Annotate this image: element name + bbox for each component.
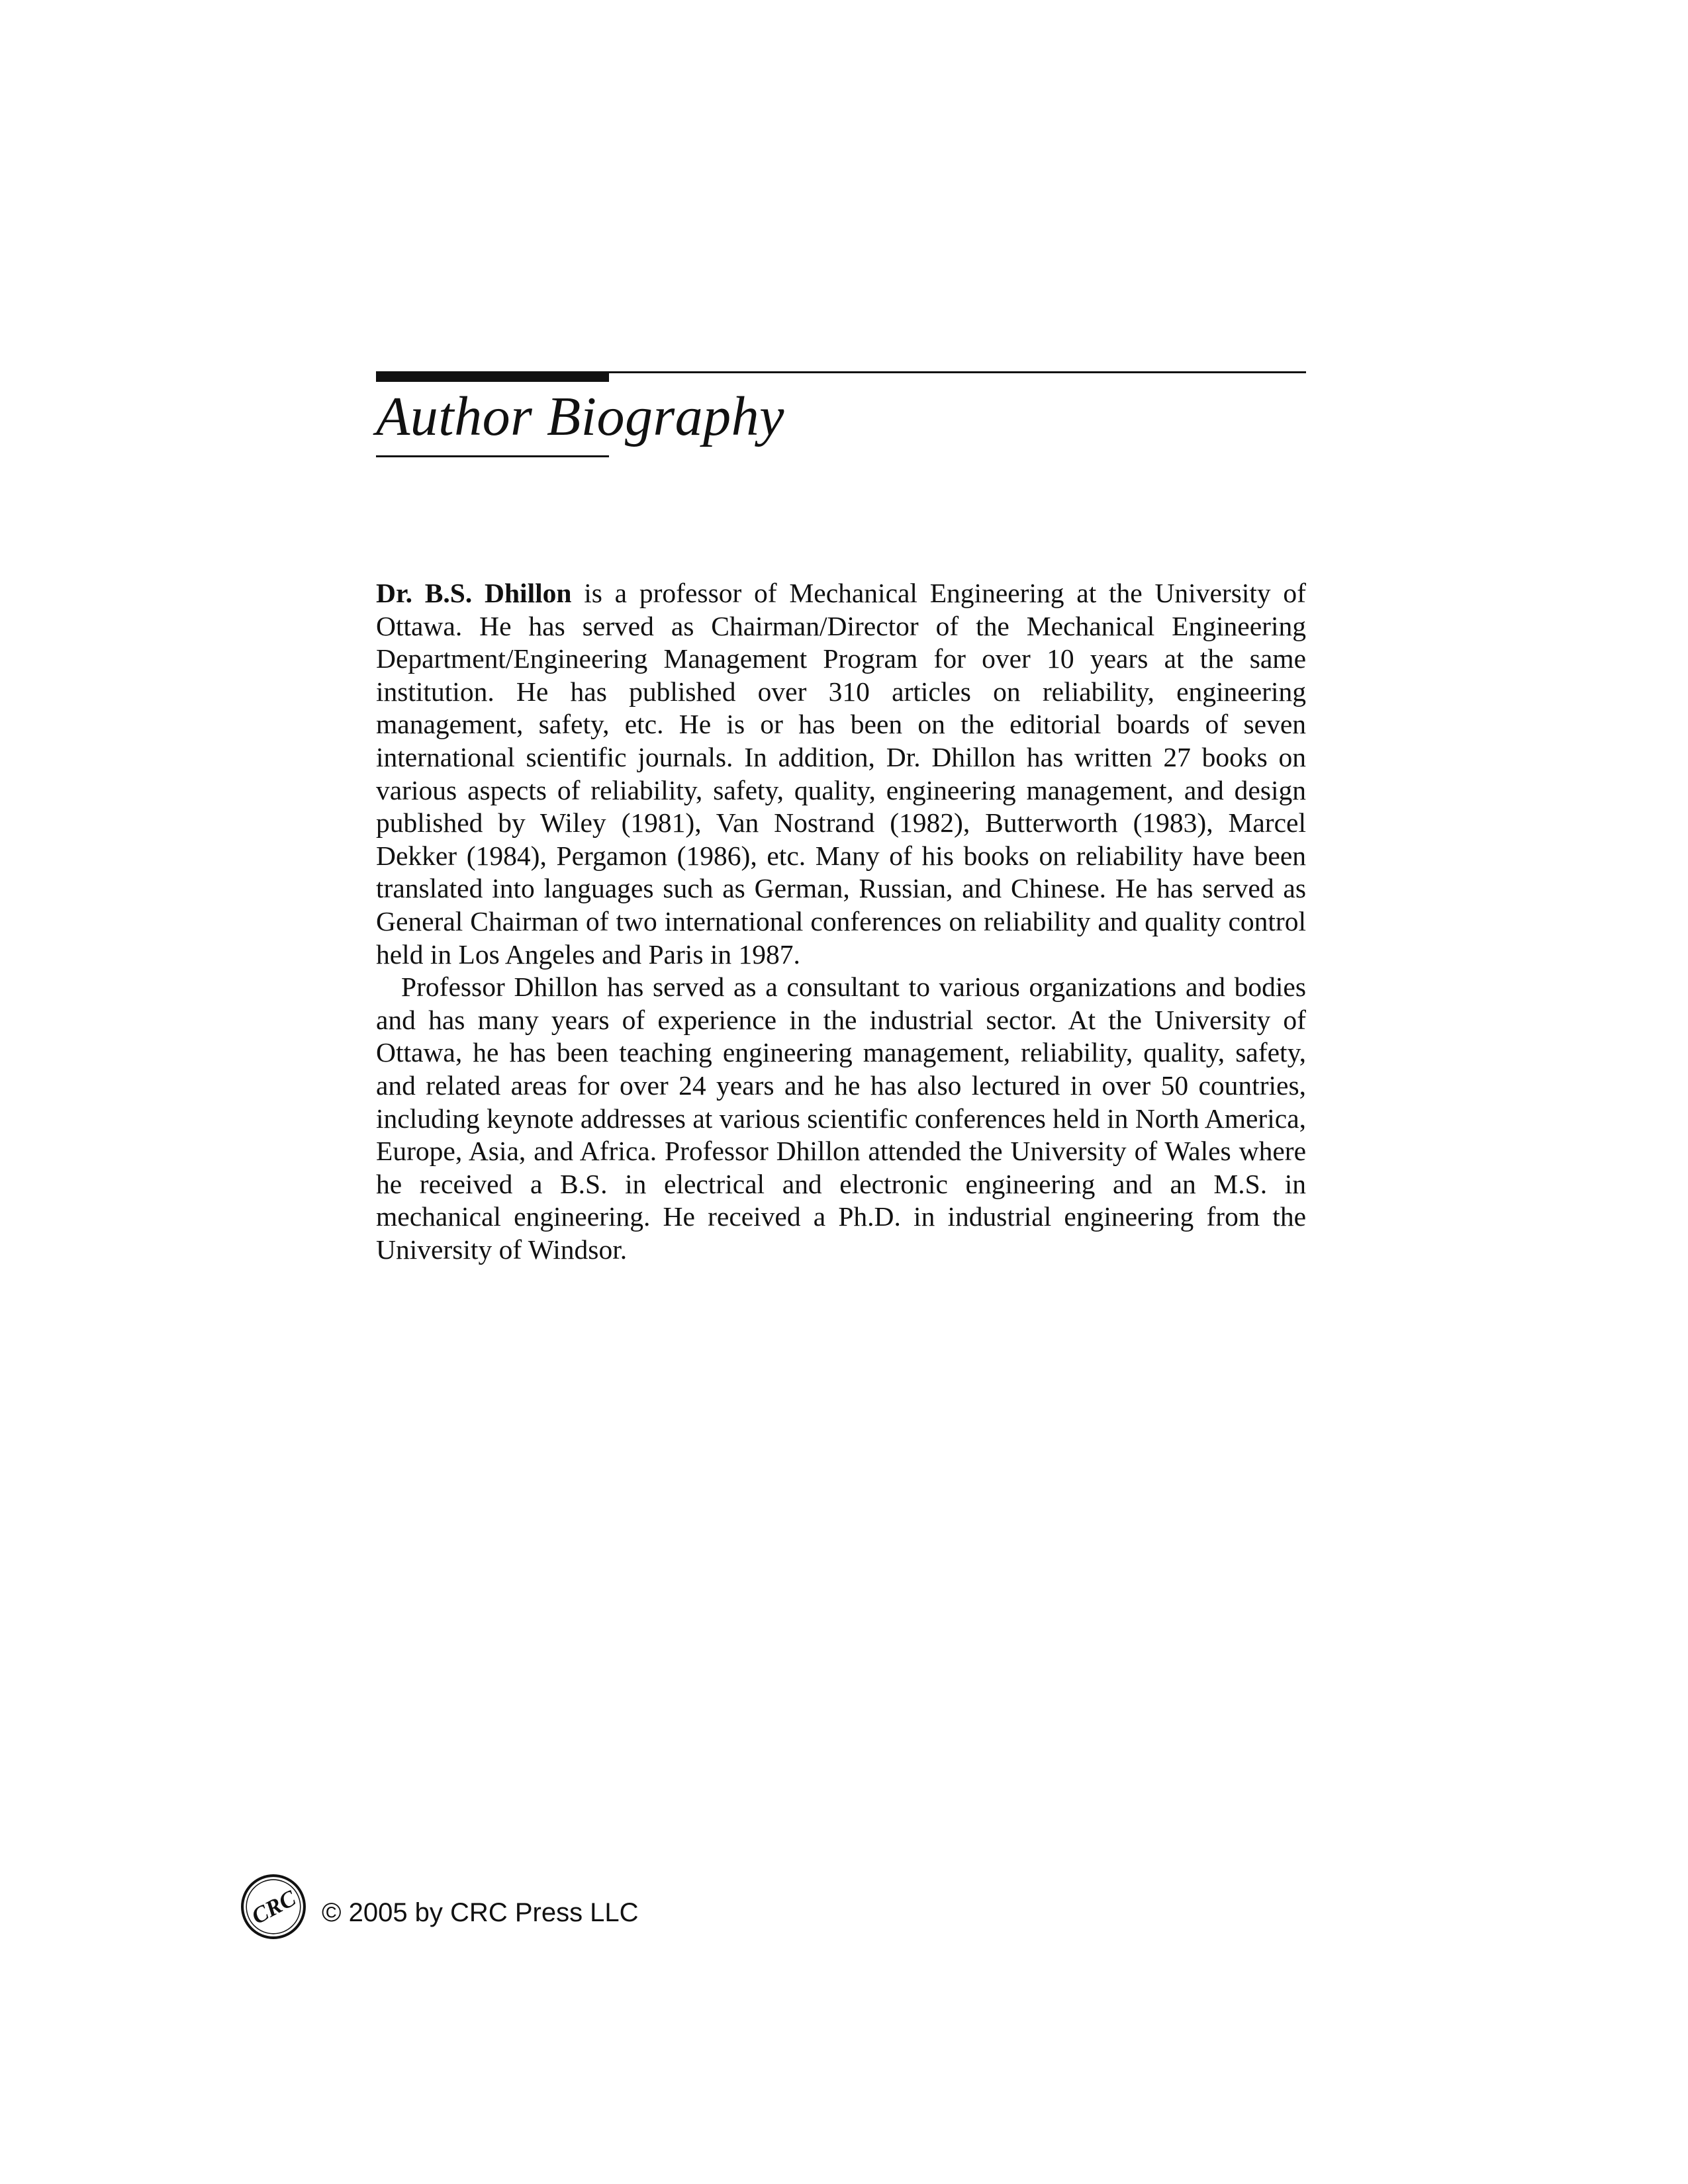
copyright-text: © 2005 by CRC Press LLC <box>322 1897 639 1927</box>
crc-logo-icon <box>240 1873 307 1940</box>
biography-paragraph-2: Professor Dhillon has served as a consultant to various organizations and bodies and has many years of experience in the industrial sector. At the University of Ottawa, he has been teaching engineering management, reliability, quality, safety, and related areas for over 24 years and he has also lectured in over 50 countries, including keynote addresses at various scientific conferences held in North America, Europe, Asia, and Africa. Professor Dhillon attended the University of Wales where he received a B.S. in electrical and electronic engineering and an M.S. in mechanical engineering. He received a Ph.D. in industrial engineering from the University of Windsor. <box>376 972 1306 1265</box>
footer <box>240 1870 639 1943</box>
page-title: Author Biography <box>376 386 784 447</box>
title-underline <box>376 455 609 457</box>
paragraph-1-text: is a professor of Mechanical Engineering at the University of Ottawa. He has served as Chairman/Director of the Mechanical Engineering Department/Engineering Management Program for over 10 years at the same institution. He has published over 310 articles on reliability, engineering management, safety, etc. He is or has been on the editorial boards of seven international scientific journals. In addition, Dr. Dhillon has written 27 books on various aspects of reliability, safety, quality, engineering management, and design published by Wiley (1981), Van Nostrand (1982), Butterworth (1983), Marcel Dekker (1984), Pergamon (1986), etc. Many of his books on reliability have been translated into languages such as German, Russian, and Chinese. He has served as General Chairman of two international conferences on reliability and quality control held in Los Angeles and Paris in 1987. <box>376 578 1306 970</box>
biography-paragraph-1 <box>376 577 1306 971</box>
author-name: Dr. B.S. Dhillon <box>376 578 572 608</box>
heading-rule-thin <box>609 371 1306 373</box>
biography-text <box>376 577 1306 1266</box>
crc-logo-text: CRC <box>247 1885 301 1930</box>
heading-rule-thick <box>376 371 609 382</box>
